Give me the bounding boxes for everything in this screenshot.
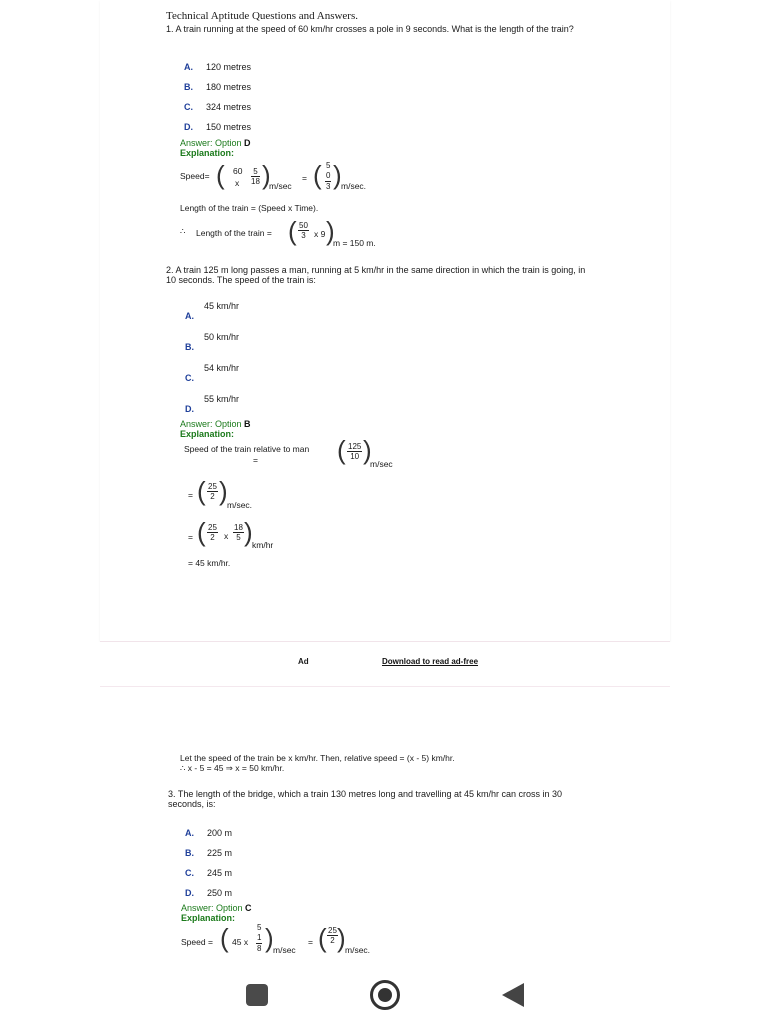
q3-unit-2: m/sec. — [345, 945, 371, 955]
option-letter: D. — [185, 888, 194, 898]
option-letter: B. — [185, 848, 194, 858]
q3-answer — [181, 903, 252, 913]
paren-open: ( — [197, 517, 206, 547]
q3-option-b[interactable] — [185, 848, 232, 858]
paren-close: ) — [333, 160, 342, 190]
question-2-text: 2. A train 125 m long passes a man, running at 5 km/hr in the same direction in which the train is going, in 10 seconds. The speed of the train is: — [166, 265, 586, 285]
paren-close: ) — [326, 216, 335, 246]
q3-option-c[interactable] — [185, 868, 232, 878]
q1-f1-x: x — [235, 178, 240, 188]
middle: 1 — [257, 933, 262, 942]
q2-fraction-4 — [233, 523, 244, 542]
paren-close: ) — [262, 160, 271, 190]
q2-equals-2: = — [188, 490, 193, 500]
back-icon[interactable] — [502, 983, 524, 1007]
numerator: 5 — [257, 923, 262, 932]
answer-prefix: Answer: Option — [181, 903, 243, 913]
answer-letter: B — [244, 419, 251, 429]
numerator: 50 — [299, 221, 308, 230]
q2-fraction-2 — [207, 482, 218, 501]
denominator: 10 — [350, 452, 360, 461]
option-letter: C. — [184, 102, 193, 112]
q2-fraction-1 — [347, 442, 362, 461]
q3-speed-label: Speed = — [181, 937, 213, 947]
option-value: 225 m — [207, 848, 233, 858]
q2-equals-3: = — [188, 532, 193, 542]
numerator: 5 — [251, 167, 260, 177]
q2-fraction-3 — [207, 523, 218, 542]
numerator: 25 — [328, 926, 337, 935]
denominator: 8 — [257, 944, 262, 953]
option-value: 150 metres — [206, 122, 252, 132]
download-ad-free-link[interactable]: Download to read ad-free — [382, 657, 479, 666]
option-value: 250 m — [207, 888, 233, 898]
numerator: 18 — [234, 523, 243, 532]
q1-fraction-2 — [325, 161, 331, 192]
q1-option-a[interactable] — [184, 62, 251, 72]
denominator: 5 — [236, 533, 241, 542]
ad-label: Ad — [298, 657, 309, 666]
denominator: 3 — [301, 231, 306, 240]
q1-unit-2: m/sec. — [341, 181, 367, 191]
answer-letter: C — [245, 903, 252, 913]
q1-fraction-3 — [298, 221, 309, 240]
paren-close: ) — [244, 517, 253, 547]
answer-prefix: Answer: Option — [180, 138, 242, 148]
option-value: 245 m — [207, 868, 233, 878]
option-value: 324 metres — [206, 102, 252, 112]
page2-line-2: ∴ x - 5 = 45 ⇒ x = 50 km/hr. — [180, 763, 285, 773]
q1-explanation-label: Explanation: — [180, 148, 235, 158]
option-letter: C. — [185, 868, 194, 878]
paren-close: ) — [265, 923, 274, 953]
q1-length-line: Length of the train = (Speed x Time). — [180, 203, 319, 213]
denominator: 3 — [326, 182, 331, 191]
paren-close: ) — [337, 923, 346, 953]
q1-answer — [180, 138, 251, 148]
denominator: 2 — [210, 492, 215, 501]
q2-answer — [180, 419, 251, 429]
paren-close: ) — [363, 435, 372, 465]
numerator: 25 — [208, 523, 217, 532]
q1-option-b[interactable] — [184, 82, 251, 92]
option-letter: D. — [184, 122, 193, 132]
document-title: Technical Aptitude Questions and Answers. — [166, 10, 359, 22]
answer-prefix: Answer: Option — [180, 419, 242, 429]
q2-relative-label: Speed of the train relative to man — [184, 444, 310, 454]
denominator: 18 — [251, 177, 260, 186]
q2-times: x — [224, 531, 229, 541]
q3-fraction-1 — [256, 923, 262, 954]
option-value: 200 m — [207, 828, 233, 838]
answer-letter: D — [244, 138, 251, 148]
denominator: 2 — [330, 936, 335, 945]
numerator: 5 — [326, 161, 331, 170]
q1-length-label: Length of the train = — [196, 228, 272, 238]
q1-unit-1: m/sec — [269, 181, 292, 191]
recent-apps-icon[interactable] — [246, 984, 268, 1006]
q2-unit-2: m/sec. — [227, 500, 253, 510]
option-letter: D. — [185, 404, 194, 414]
q1-option-d[interactable] — [184, 122, 251, 132]
option-letter: A. — [185, 311, 194, 321]
numerator: 25 — [208, 482, 217, 491]
option-value: 45 km/hr — [204, 301, 240, 311]
paren-open: ( — [337, 435, 346, 465]
q2-equals: = — [253, 455, 258, 465]
option-value: 50 km/hr — [204, 332, 240, 342]
q2-unit-1: m/sec — [370, 459, 393, 469]
middle: 0 — [326, 171, 331, 180]
q1-equals: = — [302, 173, 307, 183]
home-icon[interactable] — [370, 980, 400, 1010]
q3-explanation-label: Explanation: — [181, 913, 236, 923]
option-value: 180 metres — [206, 82, 252, 92]
option-letter: B. — [184, 82, 193, 92]
denominator: 2 — [210, 533, 215, 542]
q1-result: m = 150 m. — [333, 238, 376, 248]
q3-option-a[interactable] — [185, 828, 232, 838]
paren-open: ( — [216, 160, 225, 190]
option-value: 120 metres — [206, 62, 252, 72]
numerator: 125 — [348, 442, 362, 451]
document-page-1 — [100, 0, 670, 642]
paren-open: ( — [313, 160, 322, 190]
q2-unit-kmhr: km/hr — [252, 540, 274, 550]
q2-explanation-label: Explanation: — [180, 429, 235, 439]
therefore-symbol: ∴ — [180, 226, 186, 236]
option-letter: A. — [185, 828, 194, 838]
paren-close: ) — [219, 476, 228, 506]
option-letter: A. — [184, 62, 193, 72]
option-letter: C. — [185, 373, 194, 383]
q3-equals: = — [308, 937, 313, 947]
q1-option-c[interactable] — [184, 102, 251, 112]
option-value: 54 km/hr — [204, 363, 240, 373]
question-1-text: 1. A train running at the speed of 60 km/hr crosses a pole in 9 seconds. What is the length of the train? — [166, 24, 574, 34]
q3-left-value: 45 x — [232, 937, 249, 947]
option-value: 55 km/hr — [204, 394, 240, 404]
paren-open: ( — [197, 476, 206, 506]
q1-times9: x 9 — [314, 229, 326, 239]
q1-f1-num: 60 — [233, 166, 243, 176]
q3-unit-1: m/sec — [273, 945, 296, 955]
paren-open: ( — [288, 216, 297, 246]
q1-fraction-1 — [251, 167, 260, 186]
q1-speed-label: Speed= — [180, 171, 210, 181]
paren-open: ( — [220, 923, 229, 953]
option-letter: B. — [185, 342, 194, 352]
page2-line-1: Let the speed of the train be x km/hr. Then, relative speed = (x - 5) km/hr. — [180, 753, 455, 763]
paren-open: ( — [318, 923, 327, 953]
q3-option-d[interactable] — [185, 888, 232, 898]
question-3-text: 3. The length of the bridge, which a train 130 metres long and travelling at 45 km/hr can cross in 30 seconds, is: — [168, 789, 563, 809]
q2-final: = 45 km/hr. — [188, 558, 231, 568]
